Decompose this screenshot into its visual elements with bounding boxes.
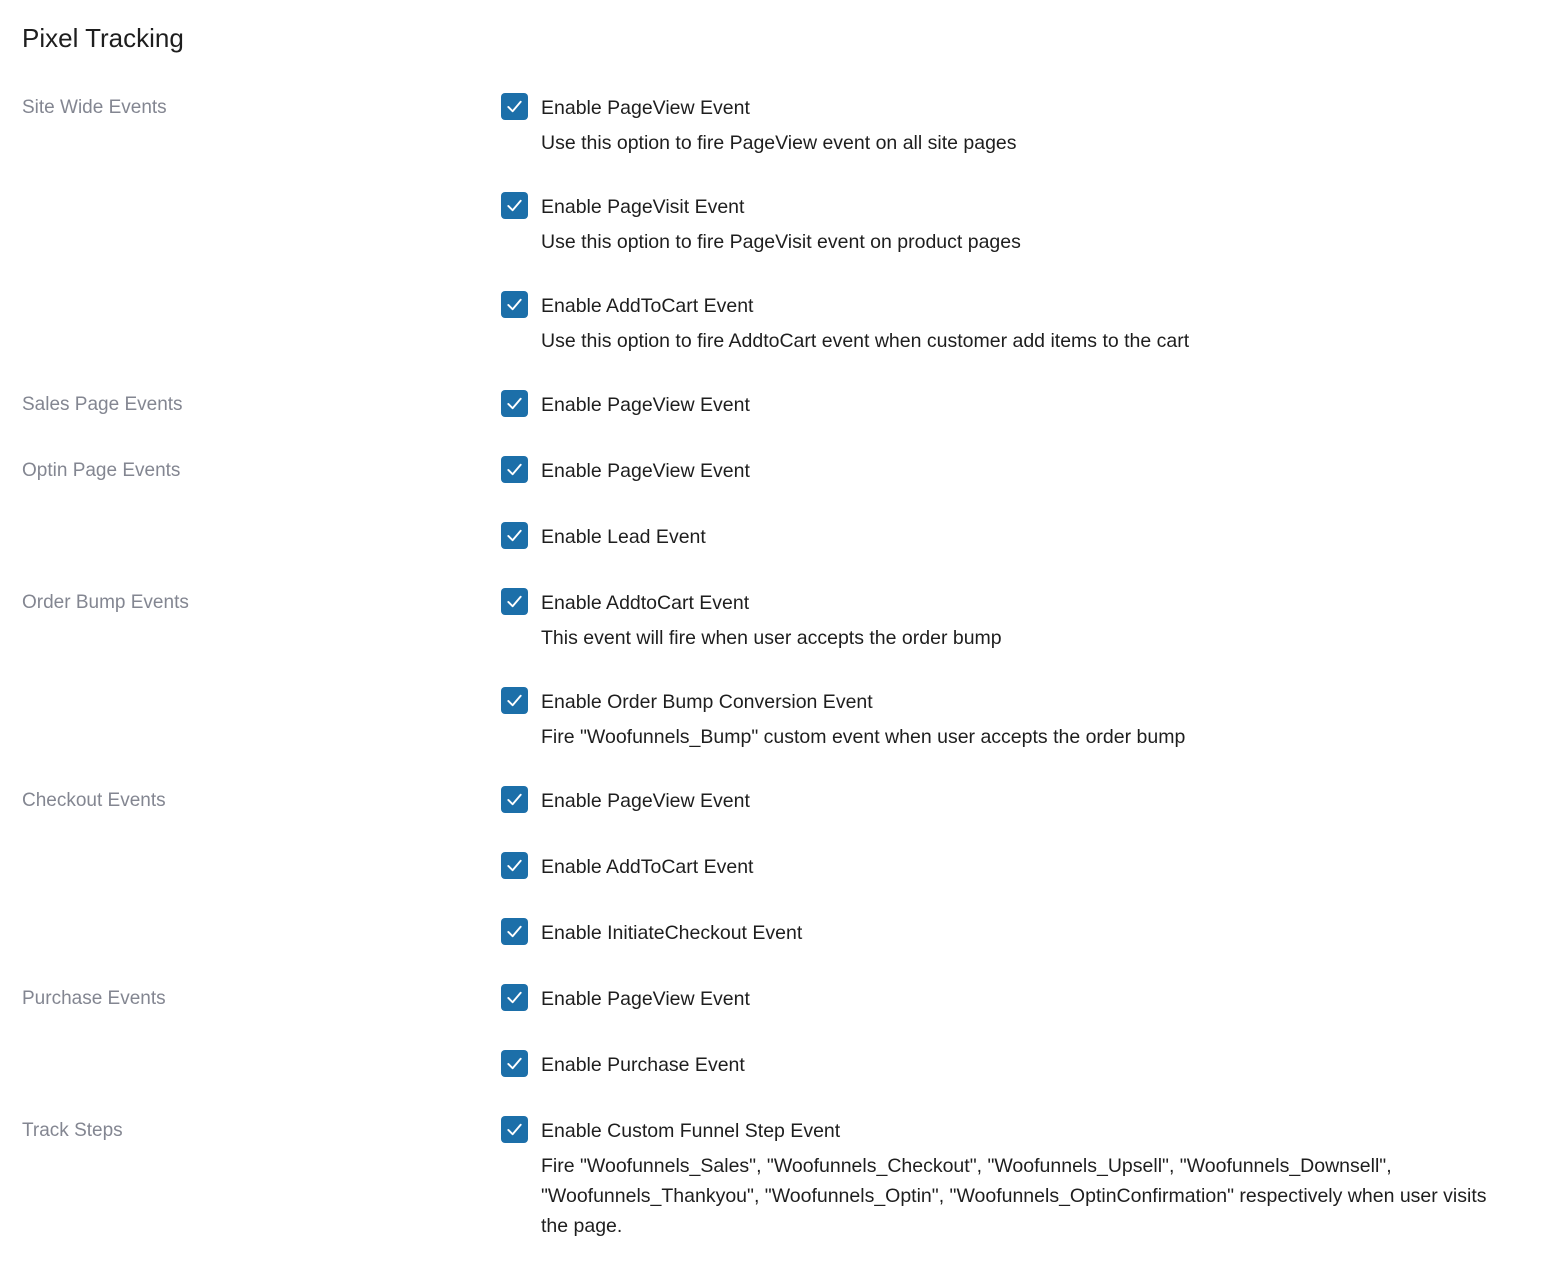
checkmark-icon	[505, 97, 524, 116]
purchase-pageview-checkbox[interactable]	[501, 984, 528, 1011]
checkmark-icon	[505, 295, 524, 314]
site-pagevisit-checkbox[interactable]	[501, 192, 528, 219]
checkout-initiate-checkbox[interactable]	[501, 918, 528, 945]
option-bump-conversion	[501, 689, 1521, 752]
section-label-optin-page: Optin Page Events	[22, 460, 181, 481]
checkmark-icon	[505, 922, 524, 941]
option-description: Fire "Woofunnels_Sales", "Woofunnels_Checkout", "Woofunnels_Upsell", "Woofunnels_Downsell", "Woofunnels_Thankyou", "Woofunnels_Optin", "Woofunnels_OptinConfirmation" respectively when user visits the page.	[541, 1155, 1487, 1237]
checkmark-icon	[505, 988, 524, 1007]
checkmark-icon	[505, 196, 524, 215]
option-row	[501, 392, 1521, 418]
checkmark-icon	[505, 790, 524, 809]
option-row	[501, 293, 1521, 319]
page-title: Pixel Tracking	[22, 23, 184, 53]
option-label[interactable]: Enable AddtoCart Event	[541, 592, 750, 614]
option-steps-custom	[501, 1118, 1521, 1241]
option-label[interactable]: Enable AddToCart Event	[541, 295, 754, 317]
option-checkout-pageview	[501, 788, 1521, 814]
option-label[interactable]: Enable InitiateCheckout Event	[541, 922, 803, 944]
section-label-site-wide: Site Wide Events	[22, 97, 167, 118]
checkout-pageview-checkbox[interactable]	[501, 786, 528, 813]
section-label-sales-page: Sales Page Events	[22, 394, 183, 415]
option-row	[501, 95, 1521, 121]
sales-pageview-checkbox[interactable]	[501, 390, 528, 417]
checkmark-icon	[505, 460, 524, 479]
optin-pageview-checkbox[interactable]	[501, 456, 528, 483]
checkmark-icon	[505, 394, 524, 413]
option-label[interactable]: Enable Custom Funnel Step Event	[541, 1120, 841, 1142]
checkout-addtocart-checkbox[interactable]	[501, 852, 528, 879]
option-row	[501, 788, 1521, 814]
option-label[interactable]: Enable PageView Event	[541, 460, 750, 482]
option-site-addtocart	[501, 293, 1521, 356]
option-description: Fire "Woofunnels_Bump" custom event when user accepts the order bump	[541, 726, 1186, 748]
option-label[interactable]: Enable Lead Event	[541, 526, 706, 548]
option-site-pageview	[501, 95, 1521, 158]
option-row	[501, 920, 1521, 946]
checkmark-icon	[505, 592, 524, 611]
option-checkout-addtocart	[501, 854, 1521, 880]
option-checkout-initiate	[501, 920, 1521, 946]
option-description: Use this option to fire PageView event on all site pages	[541, 132, 1017, 154]
bump-addtocart-checkbox[interactable]	[501, 588, 528, 615]
option-row	[501, 194, 1521, 220]
steps-custom-checkbox[interactable]	[501, 1116, 528, 1143]
option-label[interactable]: Enable Order Bump Conversion Event	[541, 691, 873, 713]
option-site-pagevisit	[501, 194, 1521, 257]
checkmark-icon	[505, 1120, 524, 1139]
option-description: Use this option to fire PageVisit event on product pages	[541, 231, 1021, 253]
bump-conversion-checkbox[interactable]	[501, 687, 528, 714]
option-row	[501, 689, 1521, 715]
checkmark-icon	[505, 526, 524, 545]
option-row	[501, 854, 1521, 880]
section-label-track-steps: Track Steps	[22, 1120, 123, 1141]
option-label[interactable]: Enable Purchase Event	[541, 1054, 745, 1076]
site-pageview-checkbox[interactable]	[501, 93, 528, 120]
option-row	[501, 590, 1521, 616]
option-row	[501, 986, 1521, 1012]
option-description: Use this option to fire AddtoCart event when customer add items to the cart	[541, 330, 1190, 352]
option-row	[501, 458, 1521, 484]
option-row	[501, 1052, 1521, 1078]
option-label[interactable]: Enable PageView Event	[541, 394, 750, 416]
option-description: This event will fire when user accepts the order bump	[541, 627, 1002, 649]
option-row	[501, 1118, 1521, 1144]
option-label[interactable]: Enable PageVisit Event	[541, 196, 745, 218]
option-label[interactable]: Enable PageView Event	[541, 790, 750, 812]
option-optin-lead	[501, 524, 1521, 550]
option-optin-pageview	[501, 458, 1521, 484]
option-row	[501, 524, 1521, 550]
option-label[interactable]: Enable AddToCart Event	[541, 856, 754, 878]
option-sales-pageview	[501, 392, 1521, 418]
purchase-purchase-checkbox[interactable]	[501, 1050, 528, 1077]
checkmark-icon	[505, 856, 524, 875]
section-label-order-bump: Order Bump Events	[22, 592, 189, 613]
option-bump-addtocart	[501, 590, 1521, 653]
option-purchase-purchase	[501, 1052, 1521, 1078]
option-label[interactable]: Enable PageView Event	[541, 988, 750, 1010]
option-purchase-pageview	[501, 986, 1521, 1012]
site-addtocart-checkbox[interactable]	[501, 291, 528, 318]
checkmark-icon	[505, 691, 524, 710]
optin-lead-checkbox[interactable]	[501, 522, 528, 549]
section-label-purchase: Purchase Events	[22, 988, 166, 1009]
option-label[interactable]: Enable PageView Event	[541, 97, 750, 119]
checkmark-icon	[505, 1054, 524, 1073]
section-label-checkout: Checkout Events	[22, 790, 166, 811]
